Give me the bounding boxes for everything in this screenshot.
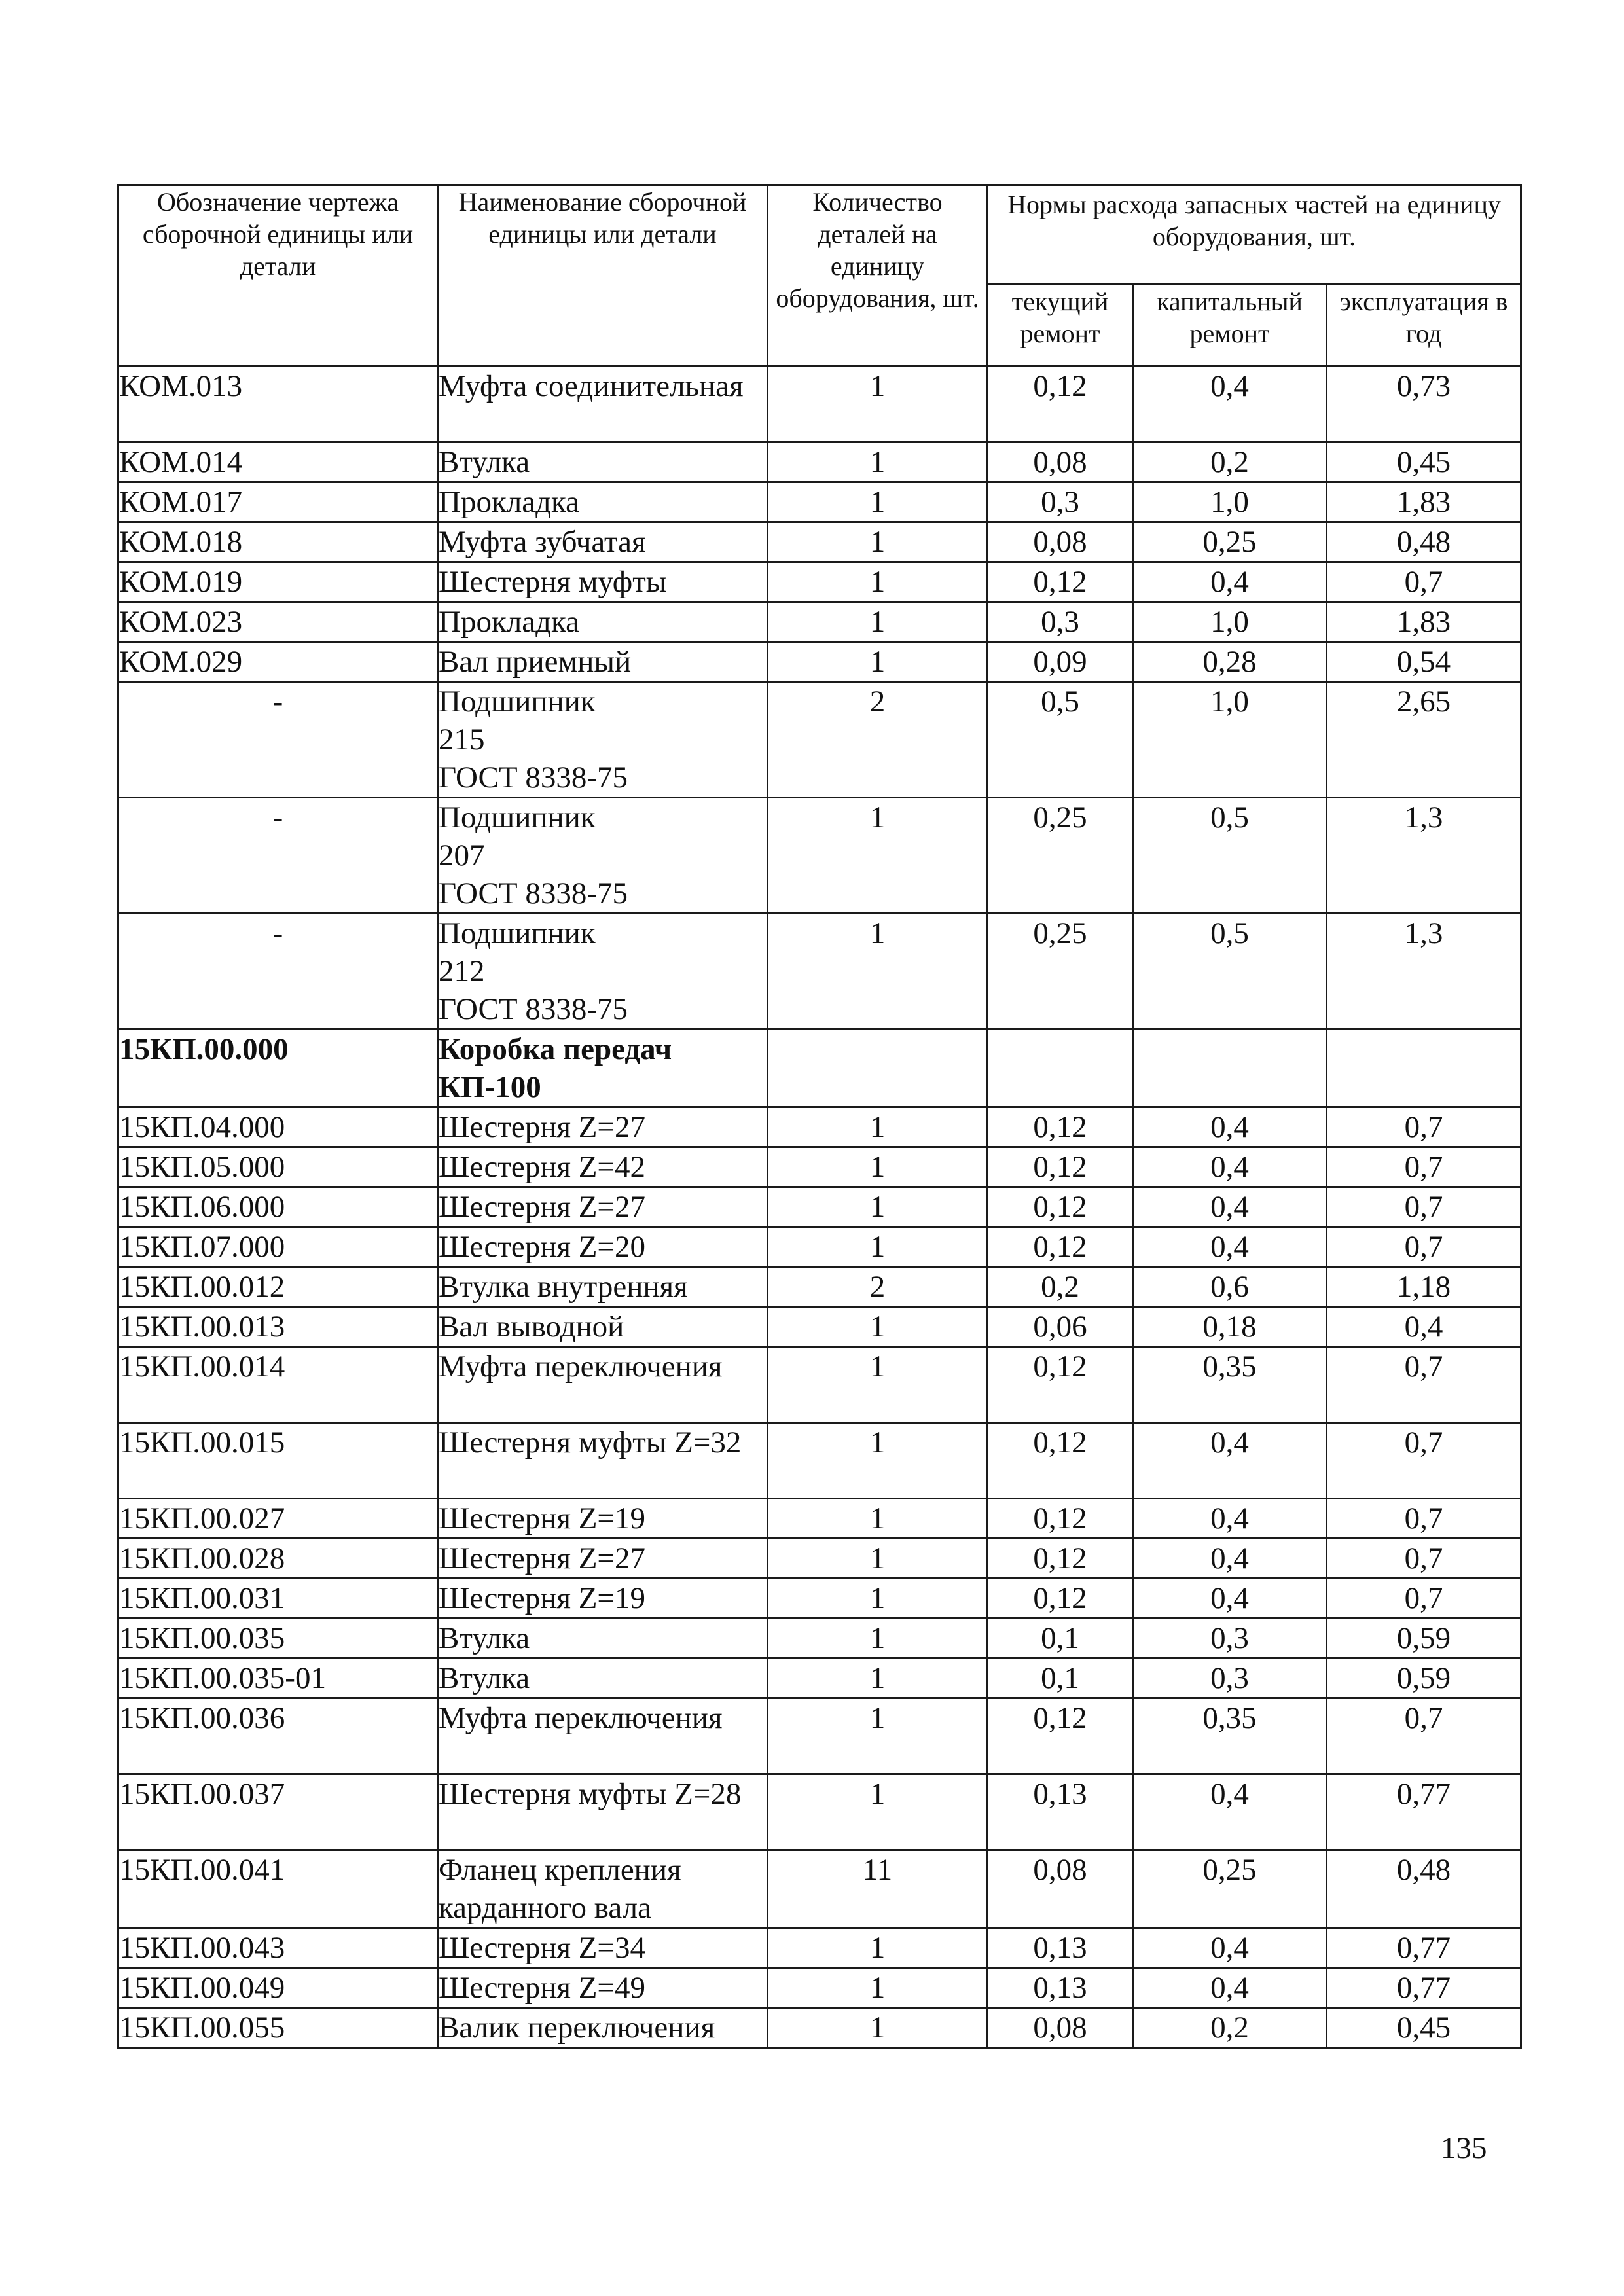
drawing-code-cell: 15КП.00.055 bbox=[118, 2008, 438, 2048]
drawing-code-cell: 15КП.00.012 bbox=[118, 1267, 438, 1307]
quantity-cell: 1 bbox=[768, 642, 988, 682]
annual-operation-cell: 0,59 bbox=[1327, 1619, 1521, 1659]
unit-name-cell: Шестерня Z=27 bbox=[438, 1107, 768, 1147]
table-row bbox=[118, 1659, 1521, 1698]
quantity-cell: 1 bbox=[768, 1227, 988, 1267]
capital-repair-cell: 0,4 bbox=[1133, 1107, 1327, 1147]
unit-name-cell: Валик переключения bbox=[438, 2008, 768, 2048]
table-row bbox=[118, 1147, 1521, 1187]
capital-repair-cell: 0,4 bbox=[1133, 1423, 1327, 1499]
drawing-code-cell: КОМ.029 bbox=[118, 642, 438, 682]
annual-operation-cell: 2,65 bbox=[1327, 682, 1521, 798]
table-row bbox=[118, 1307, 1521, 1347]
drawing-code-cell: 15КП.05.000 bbox=[118, 1147, 438, 1187]
current-repair-cell: 0,08 bbox=[988, 2008, 1133, 2048]
quantity-cell: 1 bbox=[768, 1147, 988, 1187]
unit-name-cell: Втулка bbox=[438, 1619, 768, 1659]
drawing-code-cell: 15КП.00.035-01 bbox=[118, 1659, 438, 1698]
current-repair-cell: 0,12 bbox=[988, 1107, 1133, 1147]
unit-name-cell: Шестерня Z=42 bbox=[438, 1147, 768, 1187]
quantity-cell: 1 bbox=[768, 522, 988, 562]
annual-operation-cell: 1,83 bbox=[1327, 482, 1521, 522]
drawing-code-cell: КОМ.018 bbox=[118, 522, 438, 562]
annual-operation-cell: 0,7 bbox=[1327, 1698, 1521, 1774]
capital-repair-cell: 0,4 bbox=[1133, 367, 1327, 442]
capital-repair-cell: 0,18 bbox=[1133, 1307, 1327, 1347]
current-repair-cell: 0,3 bbox=[988, 602, 1133, 642]
annual-operation-cell: 0,7 bbox=[1327, 1499, 1521, 1539]
current-repair-cell: 0,08 bbox=[988, 522, 1133, 562]
capital-repair-cell: 1,0 bbox=[1133, 482, 1327, 522]
drawing-code-cell: КОМ.023 bbox=[118, 602, 438, 642]
table-row bbox=[118, 1347, 1521, 1423]
quantity-cell: 1 bbox=[768, 1774, 988, 1850]
unit-name-cell: Фланец крепления карданного вала bbox=[438, 1850, 768, 1928]
unit-name-cell: Втулка внутренняя bbox=[438, 1267, 768, 1307]
unit-name-cell: Шестерня Z=34 bbox=[438, 1928, 768, 1968]
quantity-cell: 1 bbox=[768, 798, 988, 914]
capital-repair-cell: 0,35 bbox=[1133, 1698, 1327, 1774]
capital-repair-cell: 0,3 bbox=[1133, 1659, 1327, 1698]
unit-name-cell: Шестерня муфты bbox=[438, 562, 768, 602]
capital-repair-cell: 0,4 bbox=[1133, 1579, 1327, 1619]
annual-operation-cell: 0,73 bbox=[1327, 367, 1521, 442]
quantity-cell: 1 bbox=[768, 1423, 988, 1499]
unit-name-cell: Подшипник 207 ГОСТ 8338-75 bbox=[438, 798, 768, 914]
drawing-code-cell: 15КП.00.036 bbox=[118, 1698, 438, 1774]
drawing-code-cell: 15КП.00.000 bbox=[118, 1030, 438, 1107]
quantity-cell bbox=[768, 1030, 988, 1107]
current-repair-cell: 0,1 bbox=[988, 1659, 1133, 1698]
unit-name-cell: Подшипник 212 ГОСТ 8338-75 bbox=[438, 914, 768, 1030]
spare-parts-table bbox=[117, 184, 1522, 2049]
drawing-code-cell: 15КП.00.015 bbox=[118, 1423, 438, 1499]
capital-repair-cell bbox=[1133, 1030, 1327, 1107]
header-current-repair: текущий ремонт bbox=[988, 285, 1133, 367]
current-repair-cell: 0,12 bbox=[988, 1347, 1133, 1423]
capital-repair-cell: 0,2 bbox=[1133, 2008, 1327, 2048]
drawing-code-cell: - bbox=[118, 798, 438, 914]
drawing-code-cell: 15КП.00.049 bbox=[118, 1968, 438, 2008]
table-row bbox=[118, 2008, 1521, 2048]
table-header bbox=[118, 185, 1521, 367]
current-repair-cell: 0,08 bbox=[988, 1850, 1133, 1928]
unit-name-cell: Муфта переключения bbox=[438, 1698, 768, 1774]
current-repair-cell: 0,08 bbox=[988, 442, 1133, 482]
current-repair-cell: 0,12 bbox=[988, 1187, 1133, 1227]
table-row bbox=[118, 1107, 1521, 1147]
unit-name-cell: Втулка bbox=[438, 442, 768, 482]
current-repair-cell bbox=[988, 1030, 1133, 1107]
table-row bbox=[118, 1539, 1521, 1579]
current-repair-cell: 0,09 bbox=[988, 642, 1133, 682]
capital-repair-cell: 0,25 bbox=[1133, 522, 1327, 562]
annual-operation-cell: 0,59 bbox=[1327, 1659, 1521, 1698]
capital-repair-cell: 0,4 bbox=[1133, 1499, 1327, 1539]
table-row bbox=[118, 1968, 1521, 2008]
annual-operation-cell: 0,7 bbox=[1327, 1579, 1521, 1619]
table-row bbox=[118, 1850, 1521, 1928]
table-row bbox=[118, 642, 1521, 682]
unit-name-cell: Муфта переключения bbox=[438, 1347, 768, 1423]
table-row bbox=[118, 1928, 1521, 1968]
table-row bbox=[118, 798, 1521, 914]
annual-operation-cell: 0,77 bbox=[1327, 1928, 1521, 1968]
drawing-code-cell: - bbox=[118, 914, 438, 1030]
unit-name-cell: Муфта зубчатая bbox=[438, 522, 768, 562]
capital-repair-cell: 0,5 bbox=[1133, 798, 1327, 914]
drawing-code-cell: 15КП.00.013 bbox=[118, 1307, 438, 1347]
capital-repair-cell: 0,4 bbox=[1133, 1928, 1327, 1968]
current-repair-cell: 0,1 bbox=[988, 1619, 1133, 1659]
unit-name-cell: Прокладка bbox=[438, 602, 768, 642]
quantity-cell: 11 bbox=[768, 1850, 988, 1928]
capital-repair-cell: 1,0 bbox=[1133, 682, 1327, 798]
drawing-code-cell: КОМ.013 bbox=[118, 367, 438, 442]
table-row bbox=[118, 1698, 1521, 1774]
table-row bbox=[118, 1187, 1521, 1227]
annual-operation-cell: 0,7 bbox=[1327, 1539, 1521, 1579]
current-repair-cell: 0,13 bbox=[988, 1928, 1133, 1968]
current-repair-cell: 0,12 bbox=[988, 562, 1133, 602]
unit-name-cell: Шестерня Z=19 bbox=[438, 1499, 768, 1539]
drawing-code-cell: КОМ.014 bbox=[118, 442, 438, 482]
quantity-cell: 1 bbox=[768, 1499, 988, 1539]
unit-name-cell: Прокладка bbox=[438, 482, 768, 522]
unit-name-cell: Шестерня Z=27 bbox=[438, 1187, 768, 1227]
quantity-cell: 1 bbox=[768, 602, 988, 642]
annual-operation-cell: 0,7 bbox=[1327, 1107, 1521, 1147]
header-quantity: Количество деталей на единицу оборудования, шт. bbox=[768, 185, 988, 367]
current-repair-cell: 0,13 bbox=[988, 1968, 1133, 2008]
unit-name-cell: Шестерня муфты Z=32 bbox=[438, 1423, 768, 1499]
unit-name-cell: Коробка передач КП-100 bbox=[438, 1030, 768, 1107]
capital-repair-cell: 0,28 bbox=[1133, 642, 1327, 682]
quantity-cell: 1 bbox=[768, 1619, 988, 1659]
capital-repair-cell: 0,4 bbox=[1133, 1187, 1327, 1227]
quantity-cell: 1 bbox=[768, 1539, 988, 1579]
current-repair-cell: 0,12 bbox=[988, 1499, 1133, 1539]
quantity-cell: 1 bbox=[768, 1659, 988, 1698]
annual-operation-cell: 1,3 bbox=[1327, 798, 1521, 914]
annual-operation-cell: 0,77 bbox=[1327, 1774, 1521, 1850]
table-row bbox=[118, 1030, 1521, 1107]
current-repair-cell: 0,12 bbox=[988, 367, 1133, 442]
drawing-code-cell: 15КП.04.000 bbox=[118, 1107, 438, 1147]
table-row bbox=[118, 1227, 1521, 1267]
header-annual-operation: эксплуатация в год bbox=[1327, 285, 1521, 367]
annual-operation-cell: 0,7 bbox=[1327, 1147, 1521, 1187]
capital-repair-cell: 0,4 bbox=[1133, 1968, 1327, 2008]
drawing-code-cell: 15КП.00.037 bbox=[118, 1774, 438, 1850]
drawing-code-cell: 15КП.06.000 bbox=[118, 1187, 438, 1227]
capital-repair-cell: 0,2 bbox=[1133, 442, 1327, 482]
capital-repair-cell: 0,3 bbox=[1133, 1619, 1327, 1659]
current-repair-cell: 0,12 bbox=[988, 1423, 1133, 1499]
unit-name-cell: Шестерня Z=19 bbox=[438, 1579, 768, 1619]
quantity-cell: 1 bbox=[768, 2008, 988, 2048]
current-repair-cell: 0,06 bbox=[988, 1307, 1133, 1347]
unit-name-cell: Шестерня Z=49 bbox=[438, 1968, 768, 2008]
table-row bbox=[118, 482, 1521, 522]
annual-operation-cell: 0,7 bbox=[1327, 1187, 1521, 1227]
table-row bbox=[118, 914, 1521, 1030]
quantity-cell: 1 bbox=[768, 562, 988, 602]
unit-name-cell: Вал приемный bbox=[438, 642, 768, 682]
current-repair-cell: 0,12 bbox=[988, 1539, 1133, 1579]
annual-operation-cell: 0,77 bbox=[1327, 1968, 1521, 2008]
table-row bbox=[118, 442, 1521, 482]
annual-operation-cell: 0,48 bbox=[1327, 522, 1521, 562]
quantity-cell: 1 bbox=[768, 1307, 988, 1347]
drawing-code-cell: 15КП.00.028 bbox=[118, 1539, 438, 1579]
annual-operation-cell: 1,18 bbox=[1327, 1267, 1521, 1307]
annual-operation-cell: 1,3 bbox=[1327, 914, 1521, 1030]
table-row bbox=[118, 1774, 1521, 1850]
unit-name-cell: Шестерня Z=20 bbox=[438, 1227, 768, 1267]
quantity-cell: 2 bbox=[768, 1267, 988, 1307]
table-row bbox=[118, 522, 1521, 562]
table-row bbox=[118, 1579, 1521, 1619]
drawing-code-cell: 15КП.00.014 bbox=[118, 1347, 438, 1423]
drawing-code-cell: КОМ.017 bbox=[118, 482, 438, 522]
current-repair-cell: 0,12 bbox=[988, 1227, 1133, 1267]
annual-operation-cell: 0,48 bbox=[1327, 1850, 1521, 1928]
quantity-cell: 1 bbox=[768, 1187, 988, 1227]
quantity-cell: 1 bbox=[768, 1107, 988, 1147]
current-repair-cell: 0,13 bbox=[988, 1774, 1133, 1850]
capital-repair-cell: 0,4 bbox=[1133, 1147, 1327, 1187]
table-row bbox=[118, 602, 1521, 642]
table-row bbox=[118, 1619, 1521, 1659]
annual-operation-cell: 0,7 bbox=[1327, 1423, 1521, 1499]
header-drawing-code: Обозначение чертежа сборочной единицы или детали bbox=[118, 185, 438, 367]
unit-name-cell: Вал выводной bbox=[438, 1307, 768, 1347]
quantity-cell: 1 bbox=[768, 1698, 988, 1774]
current-repair-cell: 0,3 bbox=[988, 482, 1133, 522]
current-repair-cell: 0,5 bbox=[988, 682, 1133, 798]
annual-operation-cell: 0,4 bbox=[1327, 1307, 1521, 1347]
current-repair-cell: 0,12 bbox=[988, 1698, 1133, 1774]
table-row bbox=[118, 367, 1521, 442]
drawing-code-cell: 15КП.00.027 bbox=[118, 1499, 438, 1539]
annual-operation-cell bbox=[1327, 1030, 1521, 1107]
quantity-cell: 1 bbox=[768, 1928, 988, 1968]
current-repair-cell: 0,12 bbox=[988, 1147, 1133, 1187]
drawing-code-cell: 15КП.00.043 bbox=[118, 1928, 438, 1968]
capital-repair-cell: 0,25 bbox=[1133, 1850, 1327, 1928]
capital-repair-cell: 0,4 bbox=[1133, 1227, 1327, 1267]
quantity-cell: 1 bbox=[768, 914, 988, 1030]
capital-repair-cell: 0,4 bbox=[1133, 1539, 1327, 1579]
annual-operation-cell: 1,83 bbox=[1327, 602, 1521, 642]
table-row bbox=[118, 1423, 1521, 1499]
capital-repair-cell: 0,4 bbox=[1133, 1774, 1327, 1850]
quantity-cell: 1 bbox=[768, 1579, 988, 1619]
quantity-cell: 1 bbox=[768, 482, 988, 522]
drawing-code-cell: - bbox=[118, 682, 438, 798]
table-body bbox=[118, 367, 1521, 2048]
unit-name-cell: Шестерня муфты Z=28 bbox=[438, 1774, 768, 1850]
drawing-code-cell: 15КП.00.031 bbox=[118, 1579, 438, 1619]
quantity-cell: 2 bbox=[768, 682, 988, 798]
header-consumption-norms: Нормы расхода запасных частей на единицу оборудования, шт. bbox=[988, 185, 1521, 285]
header-capital-repair: капитальный ремонт bbox=[1133, 285, 1327, 367]
annual-operation-cell: 0,45 bbox=[1327, 2008, 1521, 2048]
table-row bbox=[118, 1499, 1521, 1539]
table-row bbox=[118, 682, 1521, 798]
table-row bbox=[118, 562, 1521, 602]
quantity-cell: 1 bbox=[768, 367, 988, 442]
capital-repair-cell: 1,0 bbox=[1133, 602, 1327, 642]
drawing-code-cell: 15КП.07.000 bbox=[118, 1227, 438, 1267]
drawing-code-cell: КОМ.019 bbox=[118, 562, 438, 602]
unit-name-cell: Подшипник 215 ГОСТ 8338-75 bbox=[438, 682, 768, 798]
drawing-code-cell: 15КП.00.041 bbox=[118, 1850, 438, 1928]
unit-name-cell: Шестерня Z=27 bbox=[438, 1539, 768, 1579]
quantity-cell: 1 bbox=[768, 1968, 988, 2008]
annual-operation-cell: 0,45 bbox=[1327, 442, 1521, 482]
annual-operation-cell: 0,7 bbox=[1327, 1227, 1521, 1267]
unit-name-cell: Втулка bbox=[438, 1659, 768, 1698]
annual-operation-cell: 0,7 bbox=[1327, 562, 1521, 602]
table-row bbox=[118, 1267, 1521, 1307]
drawing-code-cell: 15КП.00.035 bbox=[118, 1619, 438, 1659]
annual-operation-cell: 0,54 bbox=[1327, 642, 1521, 682]
current-repair-cell: 0,12 bbox=[988, 1579, 1133, 1619]
header-unit-name: Наименование сборочной единицы или детали bbox=[438, 185, 768, 367]
capital-repair-cell: 0,4 bbox=[1133, 562, 1327, 602]
quantity-cell: 1 bbox=[768, 442, 988, 482]
capital-repair-cell: 0,35 bbox=[1133, 1347, 1327, 1423]
quantity-cell: 1 bbox=[768, 1347, 988, 1423]
unit-name-cell: Муфта соединительная bbox=[438, 367, 768, 442]
page-number: 135 bbox=[1441, 2131, 1487, 2165]
current-repair-cell: 0,25 bbox=[988, 914, 1133, 1030]
current-repair-cell: 0,25 bbox=[988, 798, 1133, 914]
annual-operation-cell: 0,7 bbox=[1327, 1347, 1521, 1423]
capital-repair-cell: 0,5 bbox=[1133, 914, 1327, 1030]
capital-repair-cell: 0,6 bbox=[1133, 1267, 1327, 1307]
current-repair-cell: 0,2 bbox=[988, 1267, 1133, 1307]
